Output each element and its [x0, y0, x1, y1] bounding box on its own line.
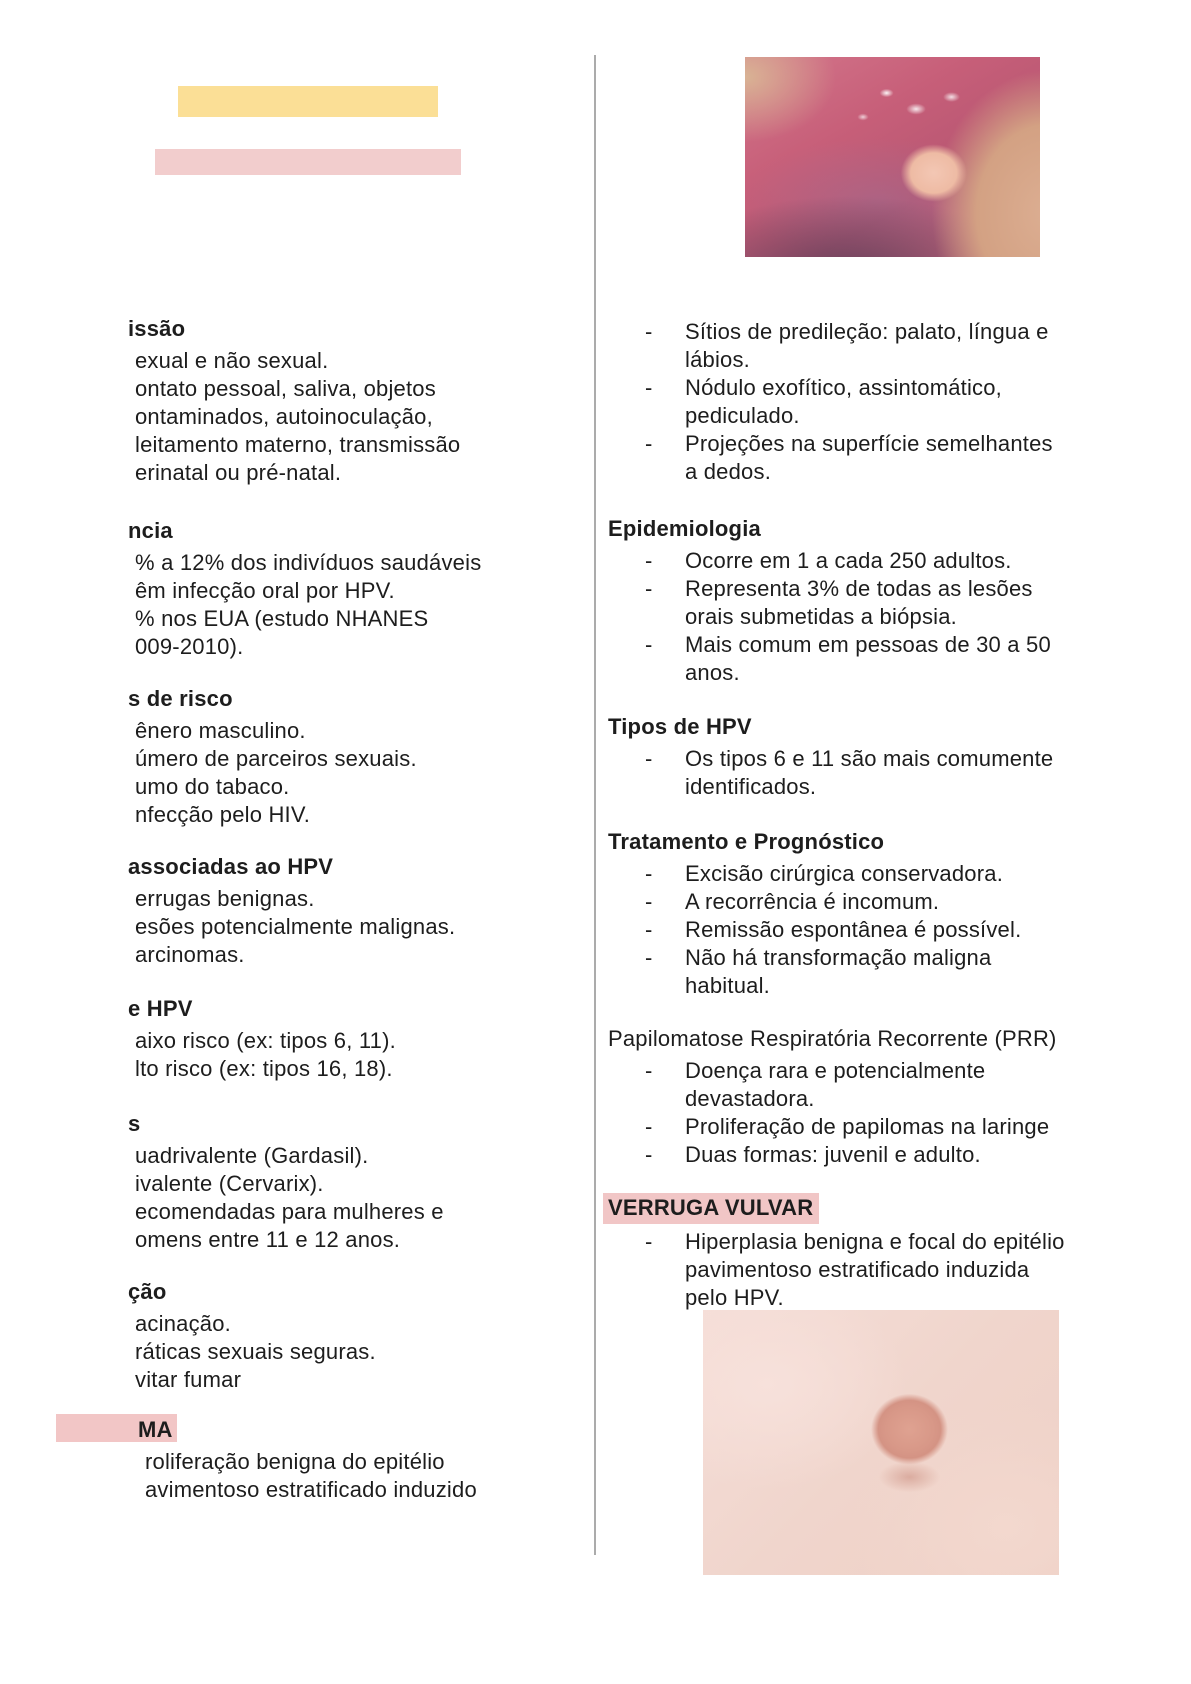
dash-bullet: -: [645, 1142, 653, 1167]
section-heading: Tipos de HPV: [608, 714, 752, 739]
bullet-text: Excisão cirúrgica conservadora.: [685, 861, 1004, 886]
text-line: ontaminados, autoinoculação,: [135, 404, 433, 429]
dash-bullet: -: [645, 576, 653, 601]
section-heading: s: [128, 1111, 141, 1136]
bullet-item: [608, 1228, 1078, 1312]
text-line: erinatal ou pré-natal.: [135, 460, 342, 485]
bullet-item: [608, 631, 1078, 687]
left-section-tipos-hpv: [128, 995, 598, 1083]
bullet-text: Os tipos 6 e 11 são mais comumente identificados.: [685, 746, 1054, 799]
bullet-text: Remissão espontânea é possível.: [685, 917, 1022, 942]
dash-bullet: -: [645, 917, 653, 942]
dash-bullet: -: [645, 1229, 653, 1254]
dash-bullet: -: [645, 861, 653, 886]
left-section-prevencao: [128, 1278, 598, 1394]
bullet-item: [608, 318, 1078, 374]
dash-bullet: -: [645, 548, 653, 573]
text-line: 009-2010).: [135, 634, 244, 659]
dash-bullet: -: [645, 945, 653, 970]
left-section-papiloma: [138, 1416, 608, 1504]
dash-bullet: -: [645, 319, 653, 344]
bullet-item: [608, 430, 1078, 486]
bullet-item: [608, 1057, 1078, 1113]
text-line: ecomendadas para mulheres e: [135, 1199, 444, 1224]
bullet-text: Mais comum em pessoas de 30 a 50 anos.: [685, 632, 1051, 685]
text-line: omens entre 11 e 12 anos.: [135, 1227, 401, 1252]
bullet-text: Ocorre em 1 a cada 250 adultos.: [685, 548, 1012, 573]
oral-papilloma-photo: [745, 57, 1040, 257]
text-line: ráticas sexuais seguras.: [135, 1339, 376, 1364]
dash-bullet: -: [645, 632, 653, 657]
text-line: errugas benignas.: [135, 886, 315, 911]
text-line: êm infecção oral por HPV.: [135, 578, 395, 603]
dash-bullet: -: [645, 1058, 653, 1083]
text-line: acinação.: [135, 1311, 231, 1336]
text-line: % nos EUA (estudo NHANES: [135, 606, 429, 631]
text-line: exual e não sexual.: [135, 348, 329, 373]
left-section-prevalencia: [128, 517, 598, 661]
dash-bullet: -: [645, 431, 653, 456]
text-line: aixo risco (ex: tipos 6, 11).: [135, 1028, 396, 1053]
bullet-text: Projeções na superfície semelhantes a dedos.: [685, 431, 1053, 484]
yellow-highlight-bar: [178, 86, 438, 117]
bullet-text: Proliferação de papilomas na laringe: [685, 1114, 1050, 1139]
section-heading: e HPV: [128, 996, 193, 1021]
right-group-verruga-vulvar: [608, 1193, 1078, 1312]
bullet-item: [608, 575, 1078, 631]
section-heading: ncia: [128, 518, 173, 543]
text-line: lto risco (ex: tipos 16, 18).: [135, 1056, 393, 1081]
text-line: leitamento materno, transmissão: [135, 432, 461, 457]
bullet-item: [608, 1113, 1078, 1141]
pink-highlight-bar: [155, 149, 461, 175]
bullet-text: Representa 3% de todas as lesões orais submetidas a biópsia.: [685, 576, 1033, 629]
text-line: úmero de parceiros sexuais.: [135, 746, 417, 771]
bullet-item: [608, 944, 1078, 1000]
left-section-lesoes-associadas: [128, 853, 598, 969]
text-line: arcinomas.: [135, 942, 245, 967]
section-heading: issão: [128, 316, 186, 341]
bullet-item: [608, 1141, 1078, 1169]
bullet-text: A recorrência é incomum.: [685, 889, 940, 914]
text-line: nfecção pelo HIV.: [135, 802, 311, 827]
dash-bullet: -: [645, 746, 653, 771]
text-line: % a 12% dos indivíduos saudáveis: [135, 550, 482, 575]
text-line: esões potencialmente malignas.: [135, 914, 456, 939]
left-section-vacinas: [128, 1110, 598, 1254]
dash-bullet: -: [645, 1114, 653, 1139]
section-heading: ção: [128, 1279, 167, 1304]
text-line: roliferação benigna do epitélio: [145, 1449, 445, 1474]
section-heading: Epidemiologia: [608, 516, 761, 541]
bullet-text: Hiperplasia benigna e focal do epitélio pavimentoso estratificado induzida pelo HPV.: [685, 1229, 1065, 1310]
section-heading: s de risco: [128, 686, 233, 711]
section-heading: [608, 1193, 1078, 1224]
bullet-text: Nódulo exofítico, assintomático, pediculado.: [685, 375, 1002, 428]
highlighted-heading-text: VERRUGA VULVAR: [603, 1193, 819, 1224]
section-heading: MA: [138, 1417, 173, 1442]
bullet-item: [608, 916, 1078, 944]
text-line: uadrivalente (Gardasil).: [135, 1143, 369, 1168]
text-line: avimentoso estratificado induzido: [145, 1477, 477, 1502]
text-line: ivalente (Cervarix).: [135, 1171, 324, 1196]
text-line: vitar fumar: [135, 1367, 242, 1392]
right-group-clinical-features: [608, 318, 1078, 486]
dash-bullet: -: [645, 889, 653, 914]
bullet-item: [608, 547, 1078, 575]
section-heading: Tratamento e Prognóstico: [608, 829, 885, 854]
text-line: ontato pessoal, saliva, objetos: [135, 376, 436, 401]
bullet-text: Não há transformação maligna habitual.: [685, 945, 992, 998]
text-line: ênero masculino.: [135, 718, 306, 743]
bullet-item: [608, 888, 1078, 916]
text-line: umo do tabaco.: [135, 774, 290, 799]
right-group-epidemiologia: [608, 515, 1078, 687]
bullet-item: [608, 374, 1078, 430]
section-heading: associadas ao HPV: [128, 854, 334, 879]
vulvar-wart-photo: [703, 1310, 1059, 1575]
bullet-text: Sítios de predileção: palato, língua e lábios.: [685, 319, 1049, 372]
bullet-text: Duas formas: juvenil e adulto.: [685, 1142, 981, 1167]
right-group-tratamento: [608, 828, 1078, 1000]
section-heading: Papilomatose Respiratória Recorrente (PRR): [608, 1026, 1057, 1051]
right-group-tipos-hpv: [608, 713, 1078, 801]
bullet-item: [608, 860, 1078, 888]
bullet-text: Doença rara e potencialmente devastadora.: [685, 1058, 986, 1111]
left-section-transmissao: [128, 315, 598, 487]
dash-bullet: -: [645, 375, 653, 400]
bullet-item: [608, 745, 1078, 801]
left-section-fatores-de-risco: [128, 685, 598, 829]
right-group-prr: [608, 1025, 1078, 1169]
